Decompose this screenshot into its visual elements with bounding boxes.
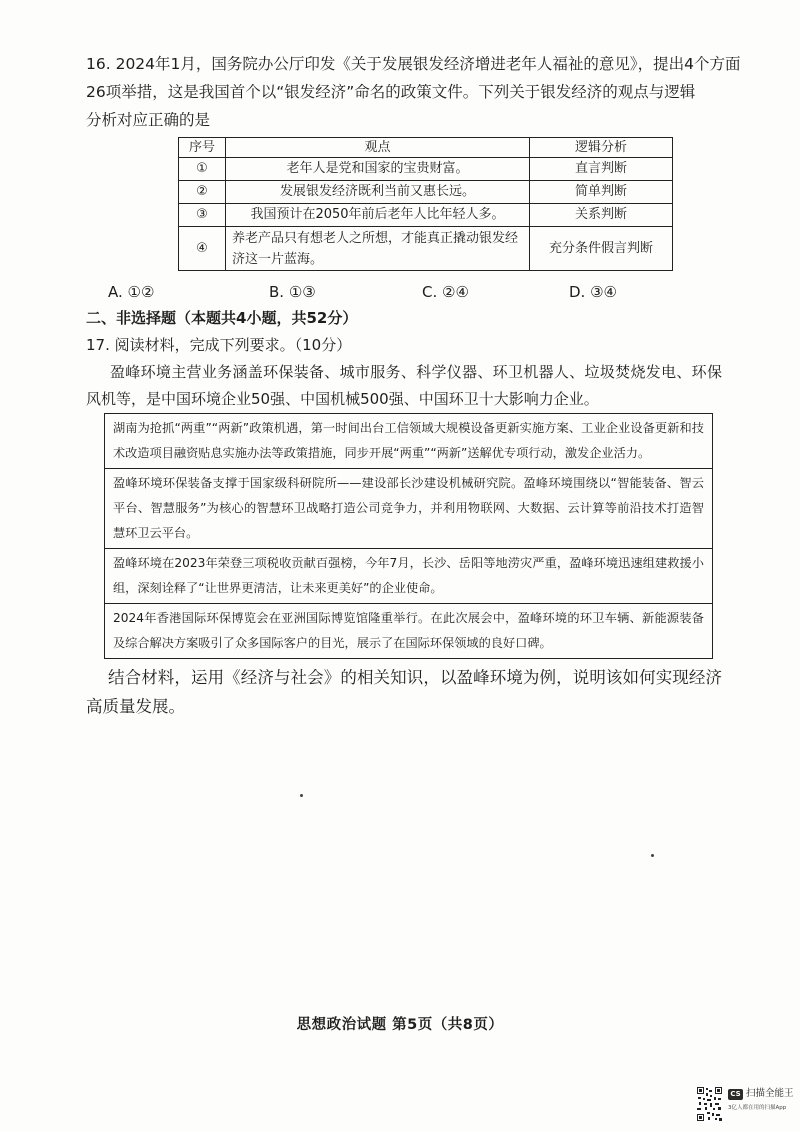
table-row [179,227,673,271]
row-number: ④ [179,227,226,271]
row-viewpoint: 发展银发经济既利当前又惠长远。 [226,181,530,204]
table-row [179,181,673,204]
header-logic: 逻辑分析 [530,138,673,158]
question-16-line: 分析对应正确的是 [86,111,211,129]
table-header-row [179,138,673,158]
material-item: 盈峰环境在2023年荣登三项税收贡献百强榜，今年7月，长沙、岳阳等地涝灾严重，盈峰环境迅速组建救援小组，深刻诠释了“让世界更清洁，让未来更美好”的企业使命。 [105,549,712,604]
row-number: ② [179,181,226,204]
material-item: 湖南为抢抓“两重”“两新”政策机遇，第一时间出台工信领域大规模设备更新实施方案、工业企业设备更新和技术改造项目融资贴息实施办法等政策措施，同步开展“两重”“两新”送解优专项行动，激发企业活力。 [105,414,712,469]
row-viewpoint: 我国预计在2050年前后老年人比年轻人多。 [226,204,530,227]
qr-code-icon [696,1086,723,1122]
scan-speck [300,794,303,797]
question-16-line: 26项举措，这是我国首个以“银发经济”命名的政策文件。下列关于银发经济的观点与逻辑 [86,83,696,101]
row-number: ③ [179,204,226,227]
row-logic: 直言判断 [530,158,673,181]
option-b: B. ①③ [269,283,316,301]
option-c: C. ②④ [422,283,469,301]
question-17 [86,332,722,721]
material-item: 盈峰环境环保装备支撑于国家级科研院所——建设部长沙建设机械研究院。盈峰环境围绕以“智能装备、智云平台、智慧服务”为核心的智慧环卫战略打造公司竞争力，并利用物联网、大数据、云计算等前沿技术打造智慧环卫云平台。 [105,469,712,549]
row-logic: 简单判断 [530,181,673,204]
question-16 [86,50,741,305]
row-logic: 充分条件假言判断 [530,227,673,271]
page-footer: 思想政治试题 第5页（共8页） [296,1017,504,1033]
row-viewpoint: 老年人是党和国家的宝贵财富。 [226,158,530,181]
logic-analysis-table [178,137,673,271]
answer-options [86,279,722,305]
header-number: 序号 [179,138,226,158]
scan-speck [651,854,654,857]
table-row [179,158,673,181]
camscanner-tagline: 3亿人都在用的扫描App [728,1105,787,1111]
table-row [179,204,673,227]
question-17-intro: 盈峰环境主营业务涵盖环保装备、城市服务、科学仪器、环卫机器人、垃圾焚烧发电、环保风机等，是中国环境企业50强、中国机械500强、中国环卫十大影响力企业。 [86,363,722,408]
material-box [104,413,713,659]
material-item: 2024年香港国际环保博览会在亚洲国际博览馆隆重举行。在此次展会中，盈峰环境的环卫车辆、新能源装备及综合解决方案吸引了众多国际客户的目光，展示了在国际环保领域的良好口碑。 [113,611,704,650]
question-16-line: 16. 2024年1月，国务院办公厅印发《关于发展银发经济增进老年人福祉的意见》，提出4个方面 [86,55,741,73]
option-d: D. ③④ [569,283,617,301]
camscanner-logo-icon: CS [728,1089,743,1100]
section-heading: 二、非选择题（本题共4小题，共52分） [86,309,358,327]
page-content [86,50,741,721]
row-number: ① [179,158,226,181]
camscanner-brand: 扫描全能王 [746,1088,794,1099]
header-viewpoint: 观点 [226,138,530,158]
question-17-task: 结合材料，运用《经济与社会》的相关知识，以盈峰环境为例，说明该如何实现经济高质量发展。 [86,668,722,716]
row-viewpoint: 养老产品只有想老人之所想，才能真正撬动银发经济这一片蓝海。 [226,227,530,271]
row-logic: 关系判断 [530,204,673,227]
question-17-title: 17. 阅读材料，完成下列要求。（10分） [86,336,352,354]
scanner-watermark [696,1084,796,1128]
option-a: A. ①② [108,283,155,301]
